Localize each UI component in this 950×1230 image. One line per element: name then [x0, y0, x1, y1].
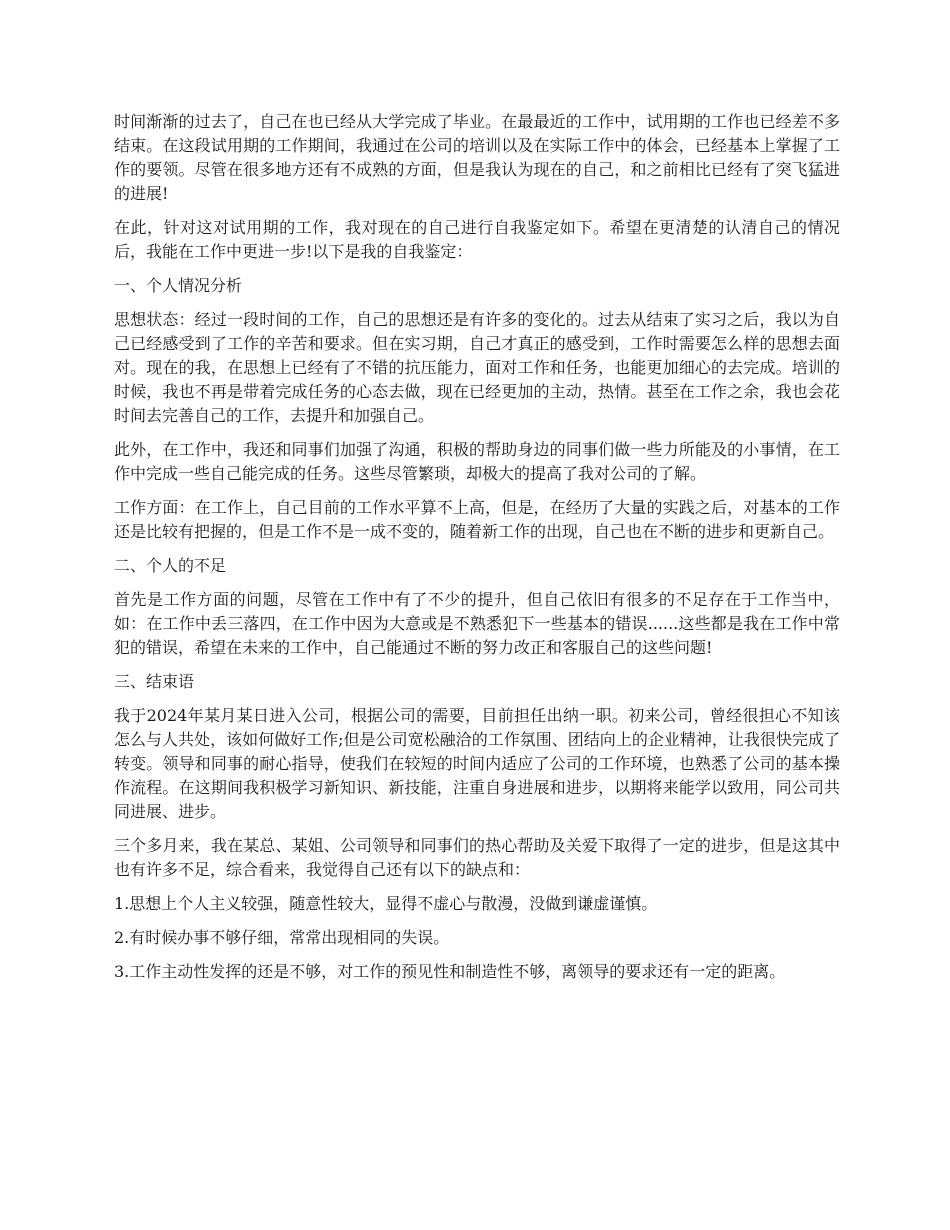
paragraph-colleagues: 此外，在工作中，我还和同事们加强了沟通，积极的帮助身边的同事们做一些力所能及的小事情，在工作中完成一些自己能完成的任务。这些尽管繁琐，却极大的提高了我对公司的了解。	[114, 440, 840, 483]
section-heading-shortcomings: 二、个人的不足	[114, 556, 227, 575]
section-heading-conclusion: 三、结束语	[114, 672, 195, 691]
list-item-2: 2.有时候办事不够仔细，常常出现相同的失误。	[114, 928, 450, 947]
paragraph-intro: 时间渐渐的过去了，自己在也已经从大学完成了毕业。在最最近的工作中，试用期的工作也已经差不多结束。在这段试用期的工作期间，我通过在公司的培训以及在实际工作中的体会，已经基本上掌握了工作的要领。尽管在很多地方还有不成熟的方面，但是我认为现在的自己，和之前相比已经有了突飞猛进的进展!	[114, 112, 840, 203]
section-heading-personal-analysis: 一、个人情况分析	[114, 276, 243, 295]
document-body	[114, 110, 840, 994]
list-item-1: 1.思想上个人主义较强，随意性较大，显得不虚心与散漫，没做到谦虚谨慎。	[114, 894, 658, 913]
paragraph-shortcomings: 首先是工作方面的问题，尽管在工作中有了不少的提升，但自己依旧有很多的不足存在于工作当中，如：在工作中丢三落四，在工作中因为大意或是不熟悉犯下一些基本的错误......这些都是我在工作中常犯的错误，希望在未来的工作中，自己能通过不断的努力改正和客服自己的这些问题!	[114, 590, 840, 657]
list-item-3: 3.工作主动性发挥的还是不够，对工作的预见性和制造性不够，离领导的要求还有一定的距离。	[114, 962, 786, 981]
paragraph-thought-status: 思想状态：经过一段时间的工作，自己的思想还是有许多的变化的。过去从结束了实习之后，我以为自己已经感受到了工作的辛苦和要求。但在实习期，自己才真正的感受到，工作时需要怎么样的思想去面对。现在的我，在思想上已经有了不错的抗压能力，面对工作和任务，也能更加细心的去完成。培训的时候，我也不再是带着完成任务的心态去做，现在已经更加的主动，热情。甚至在工作之余，我也会花时间去完善自己的工作，去提升和加强自己。	[114, 310, 840, 425]
paragraph-purpose: 在此，针对这对试用期的工作，我对现在的自己进行自我鉴定如下。希望在更清楚的认清自己的情况后，我能在工作中更进一步!以下是我的自我鉴定：	[114, 218, 840, 261]
paragraph-three-months: 三个多月来，我在某总、某姐、公司领导和同事们的热心帮助及关爱下取得了一定的进步，但是这其中也有许多不足，综合看来，我觉得自己还有以下的缺点和：	[114, 836, 840, 879]
paragraph-joined-company: 我于2024年某月某日进入公司，根据公司的需要，目前担任出纳一职。初来公司，曾经很担心不知该怎么与人共处，该如何做好工作;但是公司宽松融洽的工作氛围、团结向上的企业精神，让我很快完成了转变。领导和同事的耐心指导，使我们在较短的时间内适应了公司的工作环境，也熟悉了公司的基本操作流程。在这期间我积极学习新知识、新技能，注重自身进展和进步，以期将来能学以致用，同公司共同进展、进步。	[114, 706, 840, 821]
paragraph-work-aspect: 工作方面：在工作上，自己目前的工作水平算不上高，但是，在经历了大量的实践之后，对基本的工作还是比较有把握的，但是工作不是一成不变的，随着新工作的出现，自己也在不断的进步和更新自己。	[114, 498, 840, 541]
